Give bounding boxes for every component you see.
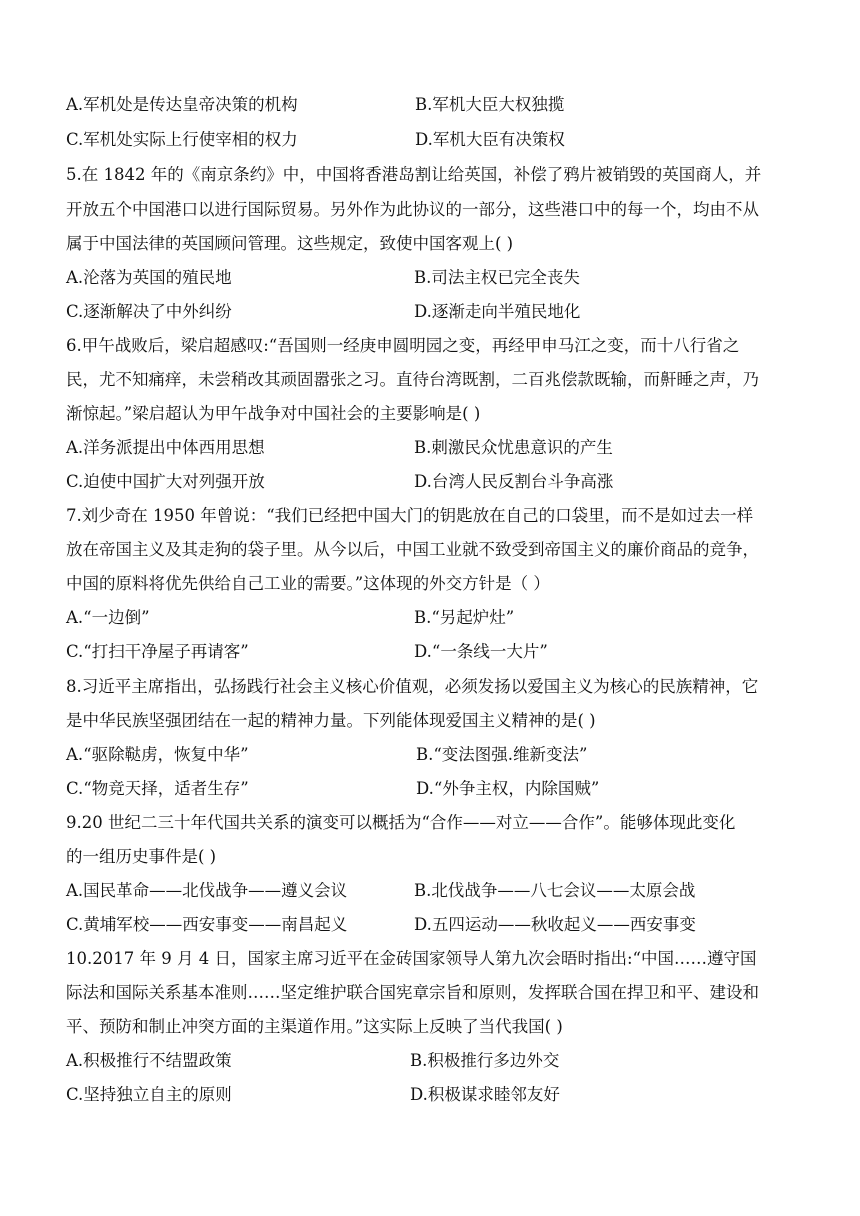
- q9-option-d: D.五四运动——秋收起义——西安事变: [414, 915, 696, 934]
- q9-stem-line-1: 9.20 世纪二三十年代国共关系的演变可以概括为“合作——对立——合作”。能够体现此变化: [66, 813, 736, 832]
- q7-stem-line-3: 中国的原料将优先供给自己工业的需要。”这体现的外交方针是（ ）: [66, 574, 550, 593]
- q10-stem-line-1: 10.2017 年 9 月 4 日，国家主席习近平在金砖国家领导人第九次会晤时指出:“中国……遵守国: [66, 949, 757, 968]
- q8-stem-line-2: 是中华民族坚强团结在一起的精神力量。下列能体现爱国主义精神的是( ): [66, 711, 596, 730]
- q10-option-c: C.坚持独立自主的原则: [66, 1085, 232, 1104]
- q7-stem-line-1: 7.刘少奇在 1950 年曾说：“我们已经把中国大门的钥匙放在自己的口袋里，而不是如过去一样: [66, 506, 754, 525]
- q5-option-a: A.沦落为英国的殖民地: [66, 268, 232, 287]
- q7-option-a: A.“一边倒”: [66, 608, 150, 627]
- q9-option-c: C.黄埔军校——西安事变——南昌起义: [66, 915, 348, 934]
- q10-option-d: D.积极谋求睦邻友好: [410, 1085, 560, 1104]
- q4-option-b: B.军机大臣大权独揽: [415, 95, 565, 114]
- q6-stem-line-2: 民，尤不知痛痒，未尝稍改其顽固嚣张之习。直待台湾既割，二百兆偿款既输，而鼾睡之声，乃: [66, 370, 759, 389]
- q6-stem-line-3: 渐惊起。”梁启超认为甲午战争对中国社会的主要影响是( ): [66, 404, 481, 423]
- q5-option-b: B.司法主权已完全丧失: [414, 268, 580, 287]
- q4-option-c: C.军机处实际上行使宰相的权力: [66, 130, 298, 149]
- q10-option-a: A.积极推行不结盟政策: [66, 1051, 232, 1070]
- q7-option-c: C.“打扫干净屋子再请客”: [66, 642, 249, 661]
- q8-option-b: B.“变法图强.维新变法”: [416, 745, 588, 764]
- q8-option-a: A.“驱除鞑虏，恢复中华”: [66, 745, 249, 764]
- q9-option-b: B.北伐战争——八七会议——太原会战: [414, 881, 696, 900]
- q6-option-c: C.迫使中国扩大对列强开放: [66, 472, 265, 491]
- q6-option-d: D.台湾人民反割台斗争高涨: [414, 472, 614, 491]
- q4-option-a: A.军机处是传达皇帝决策的机构: [66, 95, 298, 114]
- q5-option-c: C.逐渐解决了中外纠纷: [66, 302, 232, 321]
- q7-option-b: B.“另起炉灶”: [414, 608, 515, 627]
- q5-option-d: D.逐渐走向半殖民地化: [414, 302, 581, 321]
- q8-option-c: C.“物竞天择，适者生存”: [66, 779, 249, 798]
- q7-option-d: D.“一条线一大片”: [414, 642, 548, 661]
- q10-option-b: B.积极推行多边外交: [410, 1051, 560, 1070]
- q8-option-d: D.“外争主权，内除国贼”: [416, 779, 600, 798]
- q5-stem-line-1: 5.在 1842 年的《南京条约》中，中国将香港岛割让给英国，补偿了鸦片被销毁的英国商人，并: [66, 165, 762, 184]
- q4-option-d: D.军机大臣有决策权: [415, 130, 565, 149]
- q6-stem-line-1: 6.甲午战败后，梁启超感叹:“吾国则一经庚申圆明园之变，再经甲申马江之变，而十八行省之: [66, 336, 740, 355]
- q10-stem-line-3: 平、预防和制止冲突方面的主渠道作用。”这实际上反映了当代我国( ): [66, 1017, 563, 1036]
- q6-option-b: B.刺激民众忧患意识的产生: [414, 438, 613, 457]
- q8-stem-line-1: 8.习近平主席指出，弘扬践行社会主义核心价值观，必须发扬以爱国主义为核心的民族精神，它: [66, 677, 759, 696]
- q6-option-a: A.洋务派提出中体西用思想: [66, 438, 265, 457]
- q7-stem-line-2: 放在帝国主义及其走狗的袋子里。从今以后，中国工业就不致受到帝国主义的廉价商品的竞争，: [66, 540, 759, 559]
- q9-option-a: A.国民革命——北伐战争——遵义会议: [66, 881, 348, 900]
- q5-stem-line-2: 开放五个中国港口以进行国际贸易。另外作为此协议的一部分，这些港口中的每一个，均由不从: [66, 200, 759, 219]
- q9-stem-line-2: 的一组历史事件是( ): [66, 847, 217, 866]
- q10-stem-line-2: 际法和国际关系基本准则……坚定维护联合国宪章宗旨和原则，发挥联合国在捍卫和平、建设和: [66, 983, 759, 1002]
- q5-stem-line-3: 属于中国法律的英国顾问管理。这些规定，致使中国客观上( ): [66, 234, 514, 253]
